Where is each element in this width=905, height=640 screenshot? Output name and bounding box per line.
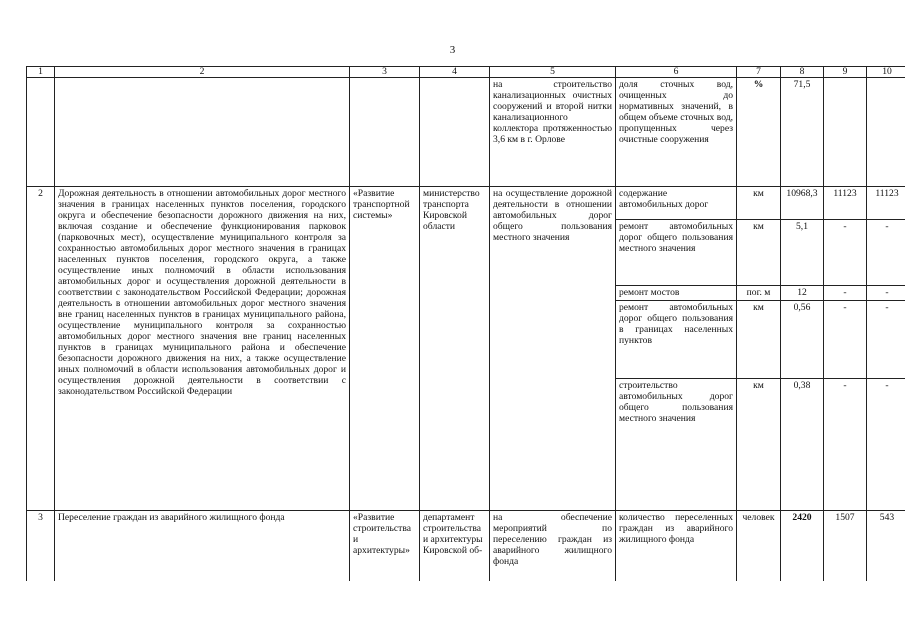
indicator-value-col9: - — [824, 379, 867, 511]
table-row — [27, 78, 905, 187]
column-number: 8 — [781, 67, 824, 78]
column-number: 6 — [616, 67, 737, 78]
indicator-value-col10: 543 — [867, 511, 905, 581]
row-executor — [420, 78, 490, 187]
indicator-unit: пог. м — [737, 286, 781, 301]
indicator-unit: человек — [737, 511, 781, 581]
indicator-value-col8: 0,56 — [781, 301, 824, 379]
indicator-value-col9: 11123 — [824, 187, 867, 220]
indicator-unit: км — [737, 301, 781, 379]
row-event: на осуществление дорожной деятельности в отношении автомобильных дорог общего пользования местного значения — [490, 187, 616, 511]
row-program: «Развитие транспортной системы» — [350, 187, 420, 511]
table-row — [27, 511, 905, 581]
indicator-name: количество переселенных граждан из аварийного жилищного фонда — [616, 511, 737, 581]
row-number — [27, 78, 55, 187]
indicator-unit: % — [737, 78, 781, 187]
indicator-value-col10: - — [867, 379, 905, 511]
column-number: 7 — [737, 67, 781, 78]
indicator-name: доля сточных вод, очищенных до нормативных значений, в общем объеме сточных вод, пропущенных через очистные сооружения — [616, 78, 737, 187]
indicator-unit: км — [737, 379, 781, 511]
row-event: на строительство канализационных очистных сооружений и второй нитки канализационного коллектора протяженностью 3,6 км в г. Орлове — [490, 78, 616, 187]
budget-table — [26, 66, 905, 581]
column-number: 5 — [490, 67, 616, 78]
indicator-value-col10 — [867, 78, 905, 187]
indicator-value-col9 — [824, 78, 867, 187]
indicator-value-col9: - — [824, 301, 867, 379]
indicator-name: строительство автомобильных дорог общего пользования местного значения — [616, 379, 737, 511]
indicator-value-col10: 11123 — [867, 187, 905, 220]
column-number: 4 — [420, 67, 490, 78]
row-name: Дорожная деятельность в отношении автомобильных дорог местного значения в границах населенных пунктов поселения, городского округа и обеспечение безопасности дорожного движения на них, включая создание и обеспечение функционирования парковок (парковочных мест), осуществление муниципального контроля за сохранностью автомобильных дорог местного значения в границах населенных пунктов поселения, городского округа, а также осуществление иных полномочий в области использования автомобильных дорог и осуществления дорожной деятельности в соответствии с законодательством Российской Федерации; дорожная деятельность в отношении автомобильных дорог местного значения вне границ населенных пунктов в границах муниципального района, осуществление муниципального контроля за сохранностью автомобильных дорог местного значения вне границ населенных пунктов в границах муниципального района и обеспечение безопасности дорожного движения на них, а также осуществление иных полномочий в области использования автомобильных дорог и осуществления дорожной деятельности в соответствии с законодательством Российской Федерации — [55, 187, 350, 511]
page-number: 3 — [449, 44, 456, 56]
indicator-value-col8: 12 — [781, 286, 824, 301]
column-number: 9 — [824, 67, 867, 78]
column-number: 3 — [350, 67, 420, 78]
indicator-unit: км — [737, 220, 781, 286]
indicator-value-col10: - — [867, 301, 905, 379]
indicator-value-col10: - — [867, 286, 905, 301]
indicator-value-col8: 2420 — [781, 511, 824, 581]
column-number: 2 — [55, 67, 350, 78]
indicator-value-col8: 5,1 — [781, 220, 824, 286]
row-number: 3 — [27, 511, 55, 581]
row-number: 2 — [27, 187, 55, 511]
indicator-name: ремонт мостов — [616, 286, 737, 301]
column-number: 10 — [867, 67, 905, 78]
row-name — [55, 78, 350, 187]
column-number-row — [27, 67, 905, 78]
indicator-value-col8: 10968,3 — [781, 187, 824, 220]
indicator-name: ремонт автомобильных дорог общего пользования местного значения — [616, 220, 737, 286]
row-name: Переселение граждан из аварийного жилищного фонда — [55, 511, 350, 581]
indicator-value-col8: 71,5 — [781, 78, 824, 187]
column-number: 1 — [27, 67, 55, 78]
row-event: на обеспечение мероприятий по переселению граждан из аварийного жилищного фонда — [490, 511, 616, 581]
indicator-value-col9: 1507 — [824, 511, 867, 581]
row-executor: министерство транспорта Кировской области — [420, 187, 490, 511]
indicator-name: содержание автомобильных дорог — [616, 187, 737, 220]
indicator-value-col9: - — [824, 220, 867, 286]
row-program: «Развитие строительства и архитектуры» — [350, 511, 420, 581]
table-row — [27, 187, 905, 220]
row-program — [350, 78, 420, 187]
indicator-name: ремонт автомобильных дорог общего пользования в границах населенных пунктов — [616, 301, 737, 379]
indicator-unit: км — [737, 187, 781, 220]
indicator-value-col9: - — [824, 286, 867, 301]
indicator-value-col10: - — [867, 220, 905, 286]
row-executor: департамент строительства и архитектуры Кировской об- — [420, 511, 490, 581]
indicator-value-col8: 0,38 — [781, 379, 824, 511]
